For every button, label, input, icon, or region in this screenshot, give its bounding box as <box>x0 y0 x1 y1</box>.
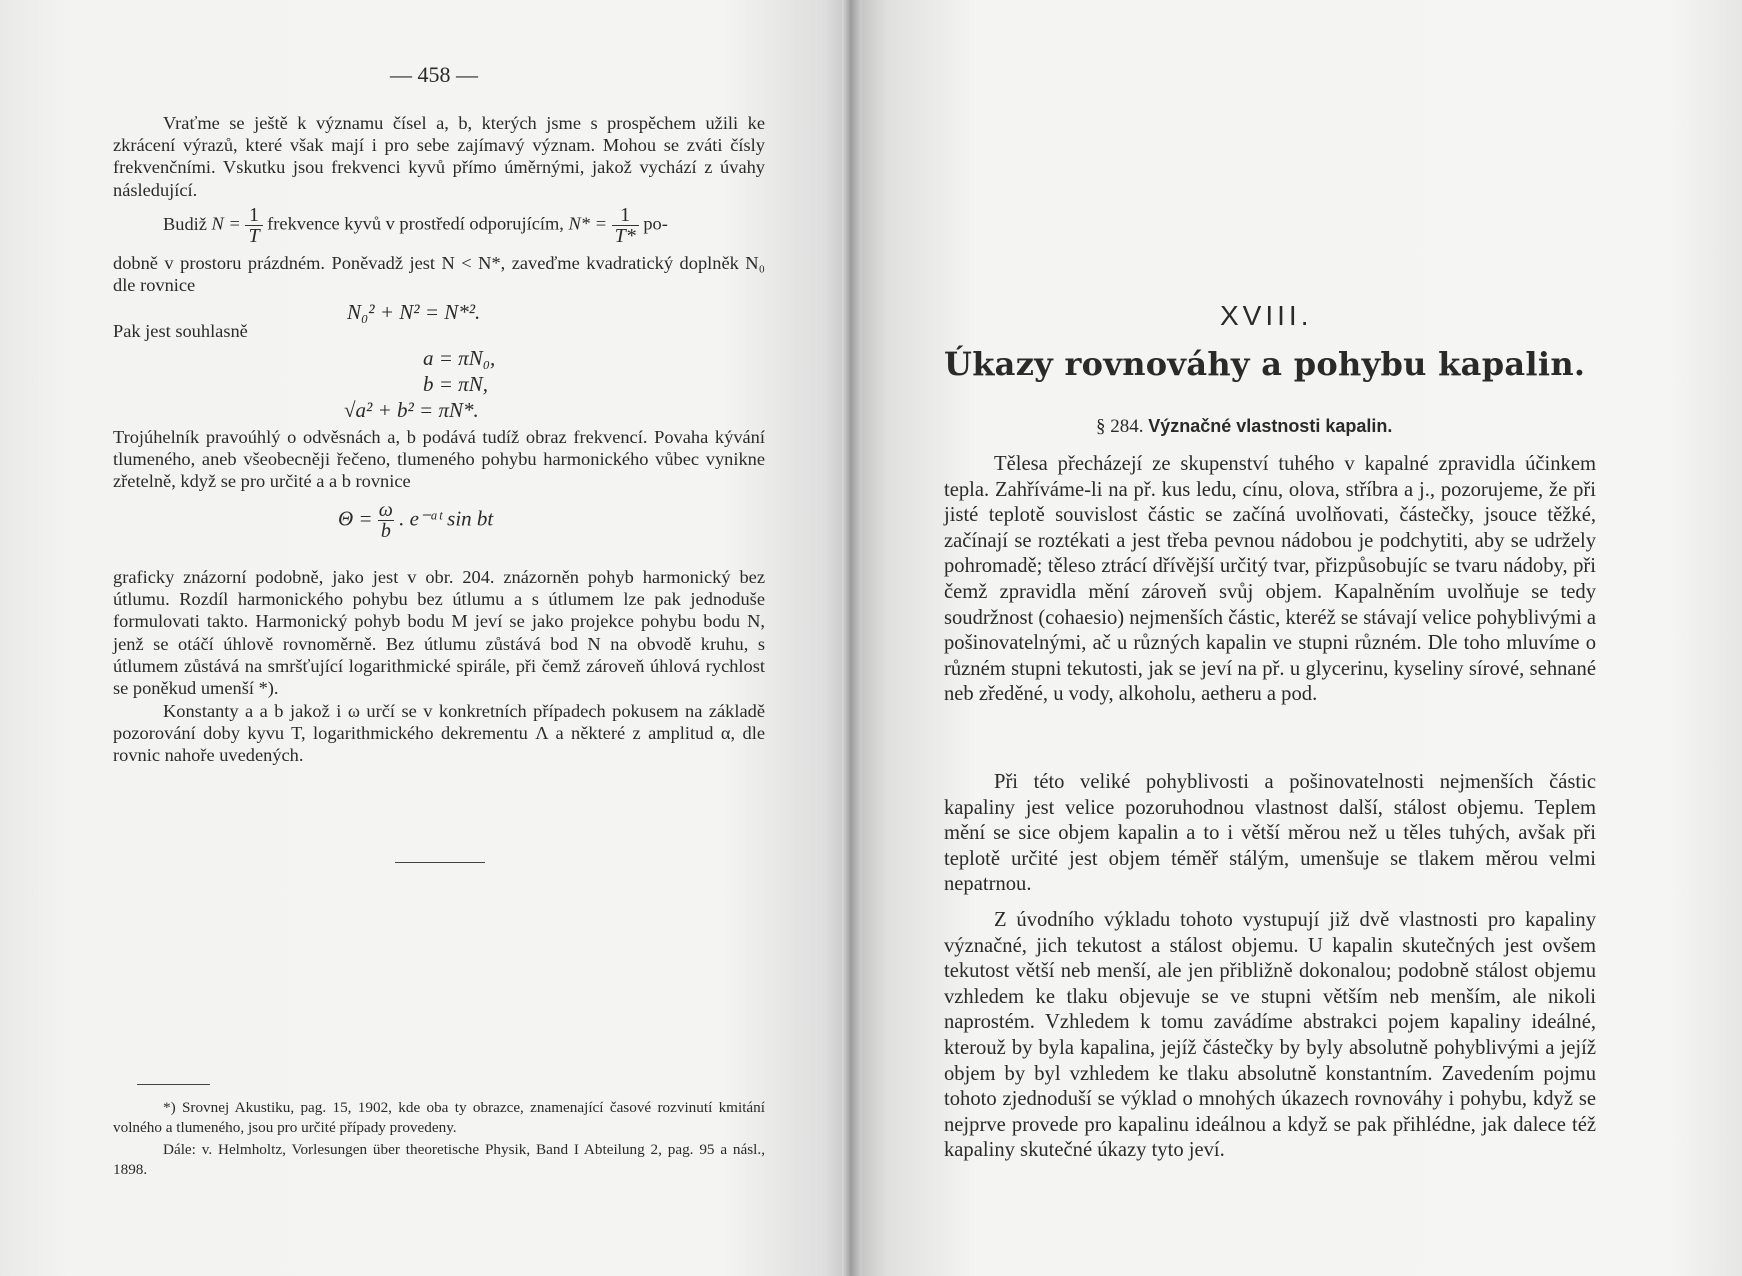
theta-rhs: . e⁻ᵃᵗ sin bt <box>399 506 494 531</box>
b-den: b <box>378 520 394 541</box>
theta-lhs: Θ = <box>338 506 373 531</box>
fraction-omega-over-b <box>378 500 394 541</box>
section-title: Význačné vlastnosti kapalin. <box>1148 416 1393 436</box>
footnote-helmholtz: Dále: v. Helmholtz, Vorlesungen über theoretische Physik, Band I Abteilung 2, pag. 95 a násl., 1898. <box>113 1141 765 1178</box>
left-para-1 <box>113 112 765 201</box>
paragraph-pohyblivost: Při této veliké pohyblivosti a pošinovatelnosti nejmenších částic kapaliny jest velice pozoruhodnou vlastnost další, stálost objemu. Teplem mění se sice objem kapalin a to i větší měrou než u těles tuhých, avšak při teplotě určité jest objem téměř stálým, umenšuje se tlakem měrou velmi nepatrnou. <box>944 771 1596 896</box>
frac-num-2: 1 <box>620 204 631 226</box>
po-hyphen: po- <box>643 213 668 234</box>
paragraph-uvodni: Z úvodního výkladu tohoto vystupují již dvě vlastnosti pro kapaliny význačné, jich tekutost a stálost objemu. U kapalin skutečných jest ovšem tekutost větší neb menší, ale jen přibližně dokonalou; podobně stálost objemu vzhledem ke tlaku objevuje se ve stupni větším neb menším, ale nikoli naprostém. Vzhledem k tomu zavádíme abstrakci pojem kapaliny ideálné, kterouž by byla kapalina, jejíž částečky by byly absolutně pohyblivými a jejíž objem by byl vzhledem ke tlaku absolutně konstantním. Zavedením pojmu tohoto zjednoduší se výklad o mnohých úkazech rovnováhy i pohybu, když se nejprve provede pro kapalinu ideálnou a když se pak přihlédne, jak dalece též kapaliny skutečné úkazy tyto jeví. <box>944 909 1596 1162</box>
paragraph-konstanty: Konstanty a a b jakož i ω určí se v konkretních případech pokusem na základě pozorování doby kyvu T, logarithmického dekrementu Λ a některé z amplitud α, dle rovnic nahoře uvedených. <box>113 701 765 766</box>
paragraph-kvadraticky: dobně v prostoru prázdném. Poněvadž jest N < N*, zaveďme kvadratický doplněk N₀ dle rovnice <box>113 253 765 296</box>
budiz-text: Budiž <box>163 213 207 234</box>
paragraph-telesa: Tělesa přecházejí ze skupenství tuhého v kapalné zpravidla účinkem tepla. Zahříváme-li na př. kus ledu, cínu, olova, stříbra a j., pozorujeme, že při jisté teplotě souvislost částic se začíná uvolňovati, částečky, jsouce těžké, začínají se roztékati a jest třeba pevnou nádobou je podchytiti, aby se udržely pohromadě; těleso ztrácí dřívější určitý tvar, přizpůsobujíc se tvaru nádoby, při čemž zpravidla mění zároveň svůj objem. Kapalněním uvolňuje se tedy soudržnost (cohaesio) nejmenších částic, kteréž se stávají velice pohyblivými a pošinovatelnými, ač u různých kapalin ve stupni různém. Dle toho mluvíme o různém stupni tekutosti, jak se jeví na př. u glycerinu, kyseliny sírové, sehnané neb zředěné, u vody, alkoholu, aetheru a pod. <box>944 453 1596 706</box>
paragraph-frequency-intro: Vraťme se ještě k významu čísel a, b, kterých jsme s prospěchem užili ke zkrácení výrazů, které však mají i pro sebe zajímavý význam. Mohou se zváti čísly frekvenčními. Vskutku jsou frekvenci kyvů přímo úměrnými, jakož vychází z úvahy následující. <box>113 113 765 200</box>
equation-main: N₀² + N² = N*². <box>347 300 481 324</box>
footnote-1 <box>113 1098 765 1138</box>
equation-b: b = πN, <box>423 372 488 396</box>
left-para-3 <box>113 320 765 342</box>
paragraph-trojuhelnik: Trojúhelník pravoúhlý o odvěsnách a, b podává tudíž obraz frekvencí. Povaha kývání tlumeného, aneb všeobecněji řečeno, tlumeného pohybu harmonického vůbec vynikne zřetelně, když se pro určité a a b rovnice <box>113 427 765 492</box>
chapter-title: Úkazy rovnováhy a pohybu kapalin. <box>944 345 1586 383</box>
eq-n-lhs: N = <box>211 213 241 234</box>
frekvence-text: frekvence kyvů v prostředí odporujícím, <box>267 213 564 234</box>
left-para-6 <box>113 700 765 767</box>
left-para-2-rest <box>113 252 765 296</box>
section-heading <box>1096 416 1392 438</box>
eq-nstar-lhs: N* = <box>568 213 607 234</box>
chapter-number: XVIII. <box>1220 300 1313 331</box>
footnote-2 <box>113 1140 765 1180</box>
right-para-3 <box>944 908 1596 1164</box>
left-para-5 <box>113 566 765 699</box>
section-number: § 284. <box>1096 416 1144 437</box>
pak-jest-text: Pak jest souhlasně <box>113 321 248 341</box>
footnote-srovnej: *) Srovnej Akustiku, pag. 15, 1902, kde oba ty obrazce, znamenající časové rozvinutí kmitání volného a tlumeného, jsou pro určité případy provedeny. <box>113 1099 765 1136</box>
equation-theta <box>338 500 493 541</box>
fraction-1-over-t <box>245 205 262 246</box>
paragraph-graficky: graficky znázorní podobně, jako jest v obr. 204. znázorněn pohyb harmonický bez útlumu. Rozdíl harmonického pohybu bez útlumu a s útlumem lze pak jednoduše formulovati takto. Harmonický pohyb bodu M jeví se jako projekce pohybu bodu N, jenž se otáčí úhlově rovnoměrně. Bez útlumu zůstává bod N na obvodě kruhu, s útlumem zůstává na smršťující logarithmické spirále, při čemž zároveň úhlová rychlost se poněkud umenší *). <box>113 567 765 699</box>
omega: ω <box>378 499 393 521</box>
page-number: — 458 — <box>390 62 478 87</box>
left-para-4 <box>113 426 765 493</box>
left-para-2-line1 <box>113 204 765 247</box>
frac-den-tstar: T* <box>612 225 639 246</box>
book-gutter <box>842 0 862 1276</box>
frac-den-t: T <box>245 225 262 246</box>
equation-a: a = πN₀, <box>423 346 496 370</box>
equation-c: √a² + b² = πN*. <box>344 398 479 422</box>
footnote-rule <box>137 1084 210 1085</box>
right-para-2 <box>944 770 1596 898</box>
frac-num: 1 <box>249 204 259 226</box>
section-divider <box>395 862 485 863</box>
fraction-1-over-tstar <box>612 205 639 246</box>
right-para-1 <box>944 452 1596 708</box>
